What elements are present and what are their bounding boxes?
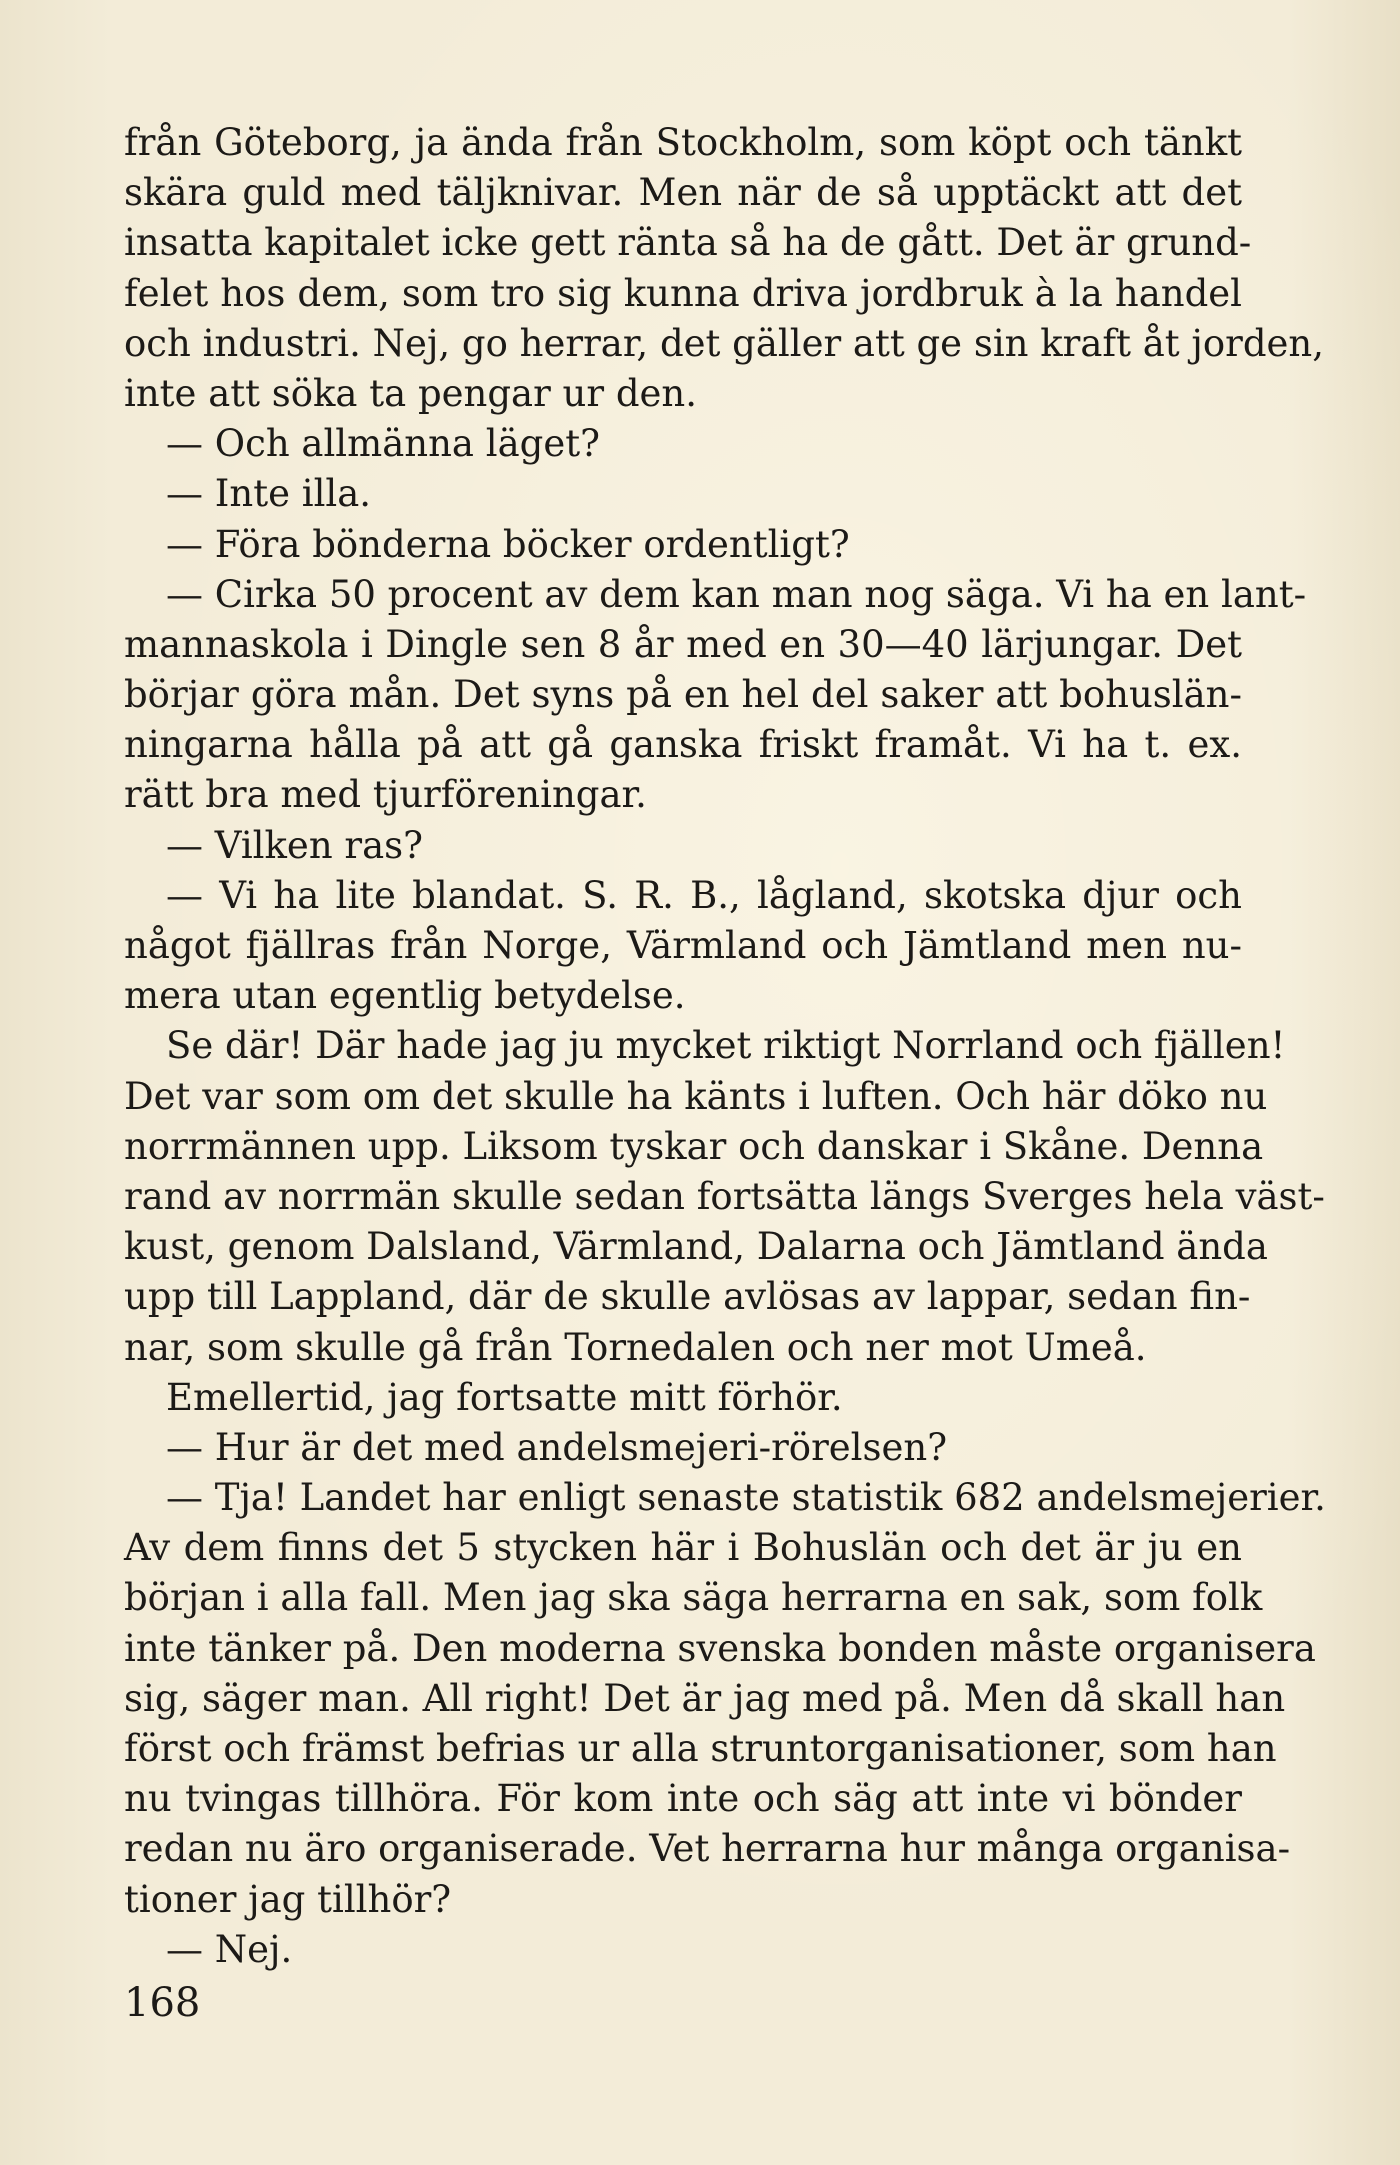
text-line: mera utan egentlig betydelse. [124, 974, 686, 1018]
text-line: ningarna hålla på att gå ganska friskt framåt. Vi ha t. ex. [124, 723, 1242, 767]
text-line: rand av norrmän skulle sedan fortsätta längs Sverges hela väst- [124, 1174, 1325, 1218]
text-line: felet hos dem, som tro sig kunna driva jordbruk à la handel [124, 271, 1242, 315]
text-line: — Cirka 50 procent av dem kan man nog säga. Vi ha en lant- [166, 572, 1307, 616]
text-line: skära guld med täljknivar. Men när de så upptäckt att det [124, 171, 1242, 215]
text-line: — Vi ha lite blandat. S. R. B., lågland, skotska djur och [166, 873, 1242, 917]
text-line: — Inte illa. [166, 472, 372, 516]
text-line: upp till Lappland, där de skulle avlösas av lappar, sedan fin- [124, 1275, 1251, 1319]
text-line: början i alla fall. Men jag ska säga herrarna en sak, som folk [124, 1576, 1263, 1620]
body-text [124, 118, 1326, 1975]
text-line: redan nu äro organiserade. Vet herrarna hur många organisa- [124, 1827, 1291, 1871]
text-line: inte att söka ta pengar ur den. [124, 371, 697, 415]
text-line: börjar göra mån. Det syns på en hel del saker att bohuslän- [124, 673, 1242, 717]
text-line: mannaskola i Dingle sen 8 år med en 30—40 lärjungar. Det [124, 622, 1242, 666]
text-line: något fjällras från Norge, Värmland och Jämtland men nu- [124, 924, 1242, 967]
text-line: rätt bra med tjurföreningar. [124, 773, 647, 817]
text-line: nar, som skulle gå från Tornedalen och ner mot Umeå. [124, 1325, 1147, 1369]
text-line: norrmännen upp. Liksom tyskar och danskar i Skåne. Denna [124, 1124, 1264, 1168]
text-line: nu tvingas tillhöra. För kom inte och säg att inte vi bönder [124, 1777, 1242, 1821]
text-line: insatta kapitalet icke gett ränta så ha de gått. Det är grund- [124, 221, 1252, 265]
text-line: Av dem finns det 5 stycken här i Bohuslän och det är ju en [124, 1526, 1242, 1570]
text-line: från Göteborg, ja ända från Stockholm, som köpt och tänkt [124, 121, 1242, 164]
text-line: — Hur är det med andelsmejeri-rörelsen? [166, 1425, 948, 1469]
text-line: först och främst befrias ur alla struntorganisationer, som han [124, 1727, 1277, 1770]
text-line: — Nej. [166, 1927, 293, 1971]
text-line: — Föra bönderna böcker ordentligt? [166, 522, 850, 566]
text-line: och industri. Nej, go herrar, det gäller att ge sin kraft åt jorden, [124, 321, 1325, 365]
text-line: Emellertid, jag fortsatte mitt förhör. [166, 1375, 843, 1419]
text-line: Det var som om det skulle ha känts i luften. Och här döko nu [124, 1074, 1268, 1118]
text-line: — Och allmänna läget? [166, 422, 600, 466]
text-line: tioner jag tillhör? [124, 1877, 452, 1921]
text-line: — Tja! Landet har enligt senaste statistik 682 andelsmejerier. [166, 1476, 1326, 1520]
page-number: 168 [124, 1980, 201, 2026]
text-line: inte tänker på. Den moderna svenska bonden måste organisera [124, 1626, 1316, 1670]
text-line: — Vilken ras? [166, 823, 423, 867]
text-line: Se där! Där hade jag ju mycket riktigt Norrland och fjällen! [166, 1024, 1286, 1068]
text-line: sig, säger man. All right! Det är jag med på. Men då skall han [124, 1676, 1286, 1720]
text-line: kust, genom Dalsland, Värmland, Dalarna och Jämtland ända [124, 1225, 1268, 1269]
